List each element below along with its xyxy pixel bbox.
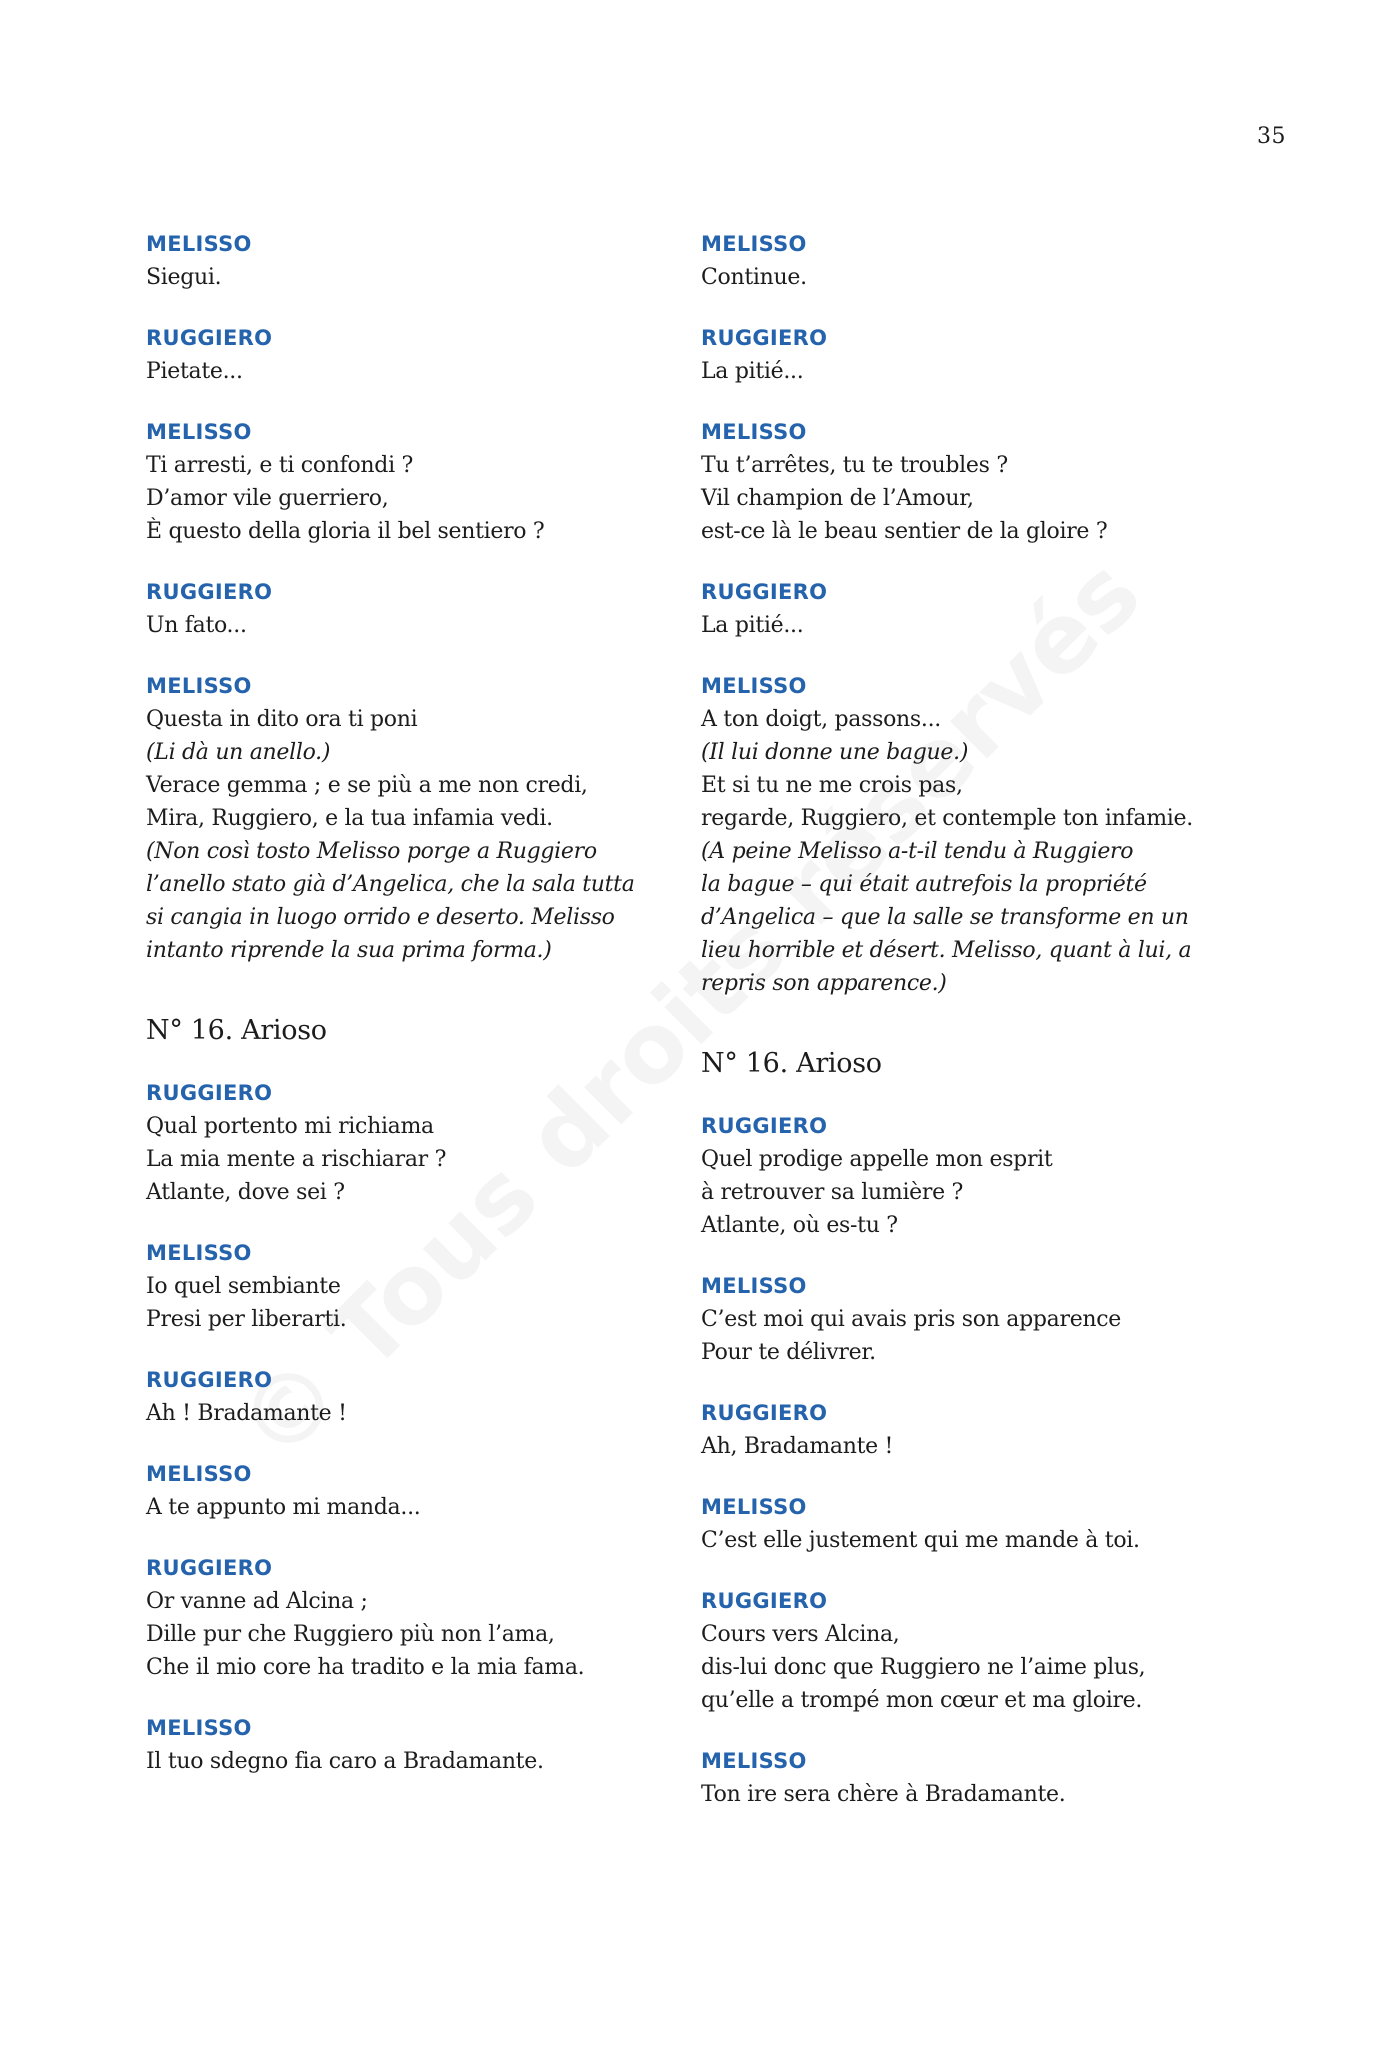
lyric-line: Verace gemma ; e se più a me non credi, bbox=[146, 773, 588, 798]
lyric-line: Presi per liberarti. bbox=[146, 1307, 347, 1332]
french-column bbox=[701, 228, 1261, 1839]
speaker-name: MELISSO bbox=[701, 232, 807, 256]
dialogue-part-2 bbox=[701, 1110, 1261, 1811]
stage-direction: intanto riprende la sua prima forma.) bbox=[146, 938, 552, 963]
speaker-name: RUGGIERO bbox=[701, 1401, 828, 1425]
lyric-line: Dille pur che Ruggiero più non l’ama, bbox=[146, 1622, 555, 1647]
dialogue-block bbox=[146, 416, 706, 548]
dialogue-block bbox=[146, 1552, 706, 1684]
dialogue-block bbox=[701, 1585, 1261, 1717]
lyric-line: regarde, Ruggiero, et contemple ton infamie. bbox=[701, 806, 1193, 831]
lyric-line: Cours vers Alcina, bbox=[701, 1622, 900, 1647]
lyric-line: Siegui. bbox=[146, 265, 222, 290]
lyric-line: qu’elle a trompé mon cœur et ma gloire. bbox=[701, 1688, 1143, 1713]
speaker-name: MELISSO bbox=[146, 232, 252, 256]
dialogue-block bbox=[701, 1745, 1261, 1811]
speaker-name: MELISSO bbox=[701, 420, 807, 444]
dialogue-block bbox=[146, 1712, 706, 1778]
dialogue-block bbox=[701, 576, 1261, 642]
dialogue-block bbox=[146, 322, 706, 388]
dialogue-block bbox=[146, 1077, 706, 1209]
speaker-name: RUGGIERO bbox=[146, 1368, 273, 1392]
lyric-line: Tu t’arrêtes, tu te troubles ? bbox=[701, 453, 1008, 478]
lyric-line: La pitié... bbox=[701, 359, 804, 384]
stage-direction: (Non così tosto Melisso porge a Ruggiero bbox=[146, 839, 597, 864]
dialogue-block bbox=[146, 1237, 706, 1336]
lyric-line: Io quel sembiante bbox=[146, 1274, 341, 1299]
dialogue-block bbox=[146, 228, 706, 294]
stage-direction: si cangia in luogo orrido e deserto. Melisso bbox=[146, 905, 615, 930]
speaker-name: MELISSO bbox=[146, 674, 252, 698]
speaker-name: RUGGIERO bbox=[701, 1589, 828, 1613]
lyric-line: C’est elle justement qui me mande à toi. bbox=[701, 1528, 1140, 1553]
lyric-line: Pietate... bbox=[146, 359, 243, 384]
lyric-line: Atlante, dove sei ? bbox=[146, 1180, 345, 1205]
lyric-line: Atlante, où es-tu ? bbox=[701, 1213, 898, 1238]
speaker-name: RUGGIERO bbox=[701, 1114, 828, 1138]
page-number: 35 bbox=[1257, 124, 1286, 149]
speaker-name: MELISSO bbox=[146, 1716, 252, 1740]
stage-direction: (A peine Melisso a-t-il tendu à Ruggiero bbox=[701, 839, 1134, 864]
stage-direction: (Li dà un anello.) bbox=[146, 740, 331, 765]
lyric-line: est-ce là le beau sentier de la gloire ? bbox=[701, 519, 1108, 544]
dialogue-block bbox=[701, 1270, 1261, 1369]
lyric-line: C’est moi qui avais pris son apparence bbox=[701, 1307, 1122, 1332]
stage-direction: lieu horrible et désert. Melisso, quant à lui, a bbox=[701, 938, 1192, 963]
speaker-name: RUGGIERO bbox=[146, 1081, 273, 1105]
dialogue-block bbox=[146, 1458, 706, 1524]
speaker-name: RUGGIERO bbox=[146, 326, 273, 350]
lyric-line: à retrouver sa lumière ? bbox=[701, 1180, 964, 1205]
speaker-name: RUGGIERO bbox=[146, 1556, 273, 1580]
lyric-line: D’amor vile guerriero, bbox=[146, 486, 389, 511]
dialogue-block bbox=[701, 1110, 1261, 1242]
lyric-line: dis-lui donc que Ruggiero ne l’aime plus, bbox=[701, 1655, 1146, 1680]
speaker-name: RUGGIERO bbox=[701, 580, 828, 604]
lyric-line: A ton doigt, passons... bbox=[701, 707, 941, 732]
stage-direction: la bague – qui était autrefois la propriété bbox=[701, 872, 1147, 897]
speaker-name: MELISSO bbox=[701, 674, 807, 698]
stage-direction: repris son apparence.) bbox=[701, 971, 947, 996]
lyric-line: Ton ire sera chère à Bradamante. bbox=[701, 1782, 1066, 1807]
stage-direction: (Il lui donne une bague.) bbox=[701, 740, 969, 765]
dialogue-part-1 bbox=[701, 228, 1261, 1000]
lyric-line: Ti arresti, e ti confondi ? bbox=[146, 453, 414, 478]
dialogue-block bbox=[701, 670, 1261, 1000]
lyric-line: Qual portento mi richiama bbox=[146, 1114, 434, 1139]
lyric-line: Questa in dito ora ti poni bbox=[146, 707, 418, 732]
speaker-name: MELISSO bbox=[146, 420, 252, 444]
lyric-line: Il tuo sdegno fia caro a Bradamante. bbox=[146, 1749, 544, 1774]
lyric-line: Quel prodige appelle mon esprit bbox=[701, 1147, 1053, 1172]
speaker-name: MELISSO bbox=[146, 1462, 252, 1486]
speaker-name: MELISSO bbox=[701, 1495, 807, 1519]
dialogue-block bbox=[701, 322, 1261, 388]
section-title: N° 16. Arioso bbox=[701, 1048, 882, 1079]
lyric-line: Vil champion de l’Amour, bbox=[701, 486, 974, 511]
lyric-line: Ah ! Bradamante ! bbox=[146, 1401, 347, 1426]
section-title: N° 16. Arioso bbox=[146, 1015, 327, 1046]
lyric-line: A te appunto mi manda... bbox=[146, 1495, 421, 1520]
speaker-name: MELISSO bbox=[701, 1274, 807, 1298]
dialogue-block bbox=[701, 1491, 1261, 1557]
lyric-line: Che il mio core ha tradito e la mia fama. bbox=[146, 1655, 585, 1680]
speaker-name: RUGGIERO bbox=[146, 580, 273, 604]
dialogue-block bbox=[701, 1397, 1261, 1463]
dialogue-block bbox=[701, 228, 1261, 294]
lyric-line: Or vanne ad Alcina ; bbox=[146, 1589, 368, 1614]
italian-column bbox=[146, 228, 706, 1806]
dialogue-block bbox=[146, 670, 706, 967]
lyric-line: Pour te délivrer. bbox=[701, 1340, 876, 1365]
lyric-line: La mia mente a rischiarar ? bbox=[146, 1147, 447, 1172]
speaker-name: MELISSO bbox=[146, 1241, 252, 1265]
lyric-line: Mira, Ruggiero, e la tua infamia vedi. bbox=[146, 806, 553, 831]
stage-direction: d’Angelica – que la salle se transforme en un bbox=[701, 905, 1189, 930]
dialogue-part-1 bbox=[146, 228, 706, 967]
lyric-line: Continue. bbox=[701, 265, 807, 290]
lyric-line: Et si tu ne me crois pas, bbox=[701, 773, 963, 798]
dialogue-block bbox=[701, 416, 1261, 548]
dialogue-block bbox=[146, 576, 706, 642]
speaker-name: MELISSO bbox=[701, 1749, 807, 1773]
stage-direction: l’anello stato già d’Angelica, che la sala tutta bbox=[146, 872, 635, 897]
lyric-line: È questo della gloria il bel sentiero ? bbox=[146, 519, 545, 544]
lyric-line: La pitié... bbox=[701, 613, 804, 638]
lyric-line: Ah, Bradamante ! bbox=[701, 1434, 894, 1459]
speaker-name: RUGGIERO bbox=[701, 326, 828, 350]
dialogue-part-2 bbox=[146, 1077, 706, 1778]
lyric-line: Un fato... bbox=[146, 613, 247, 638]
dialogue-block bbox=[146, 1364, 706, 1430]
